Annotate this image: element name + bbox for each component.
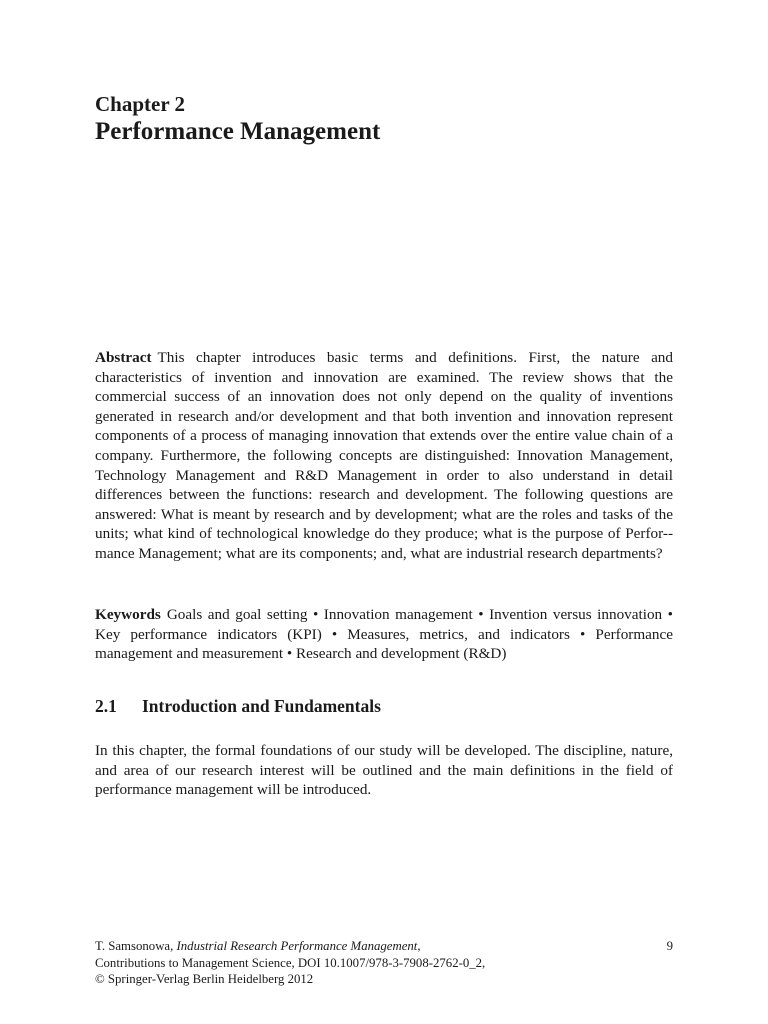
page-footer [95, 938, 673, 988]
footer-series-line: Contributions to Management Science, DOI 10.1007/978-3-7908-2762-0_2, [95, 955, 486, 970]
section-heading [95, 695, 381, 717]
abstract-paragraph [95, 348, 673, 564]
page-number: 9 [666, 939, 673, 953]
footer-author: T. Samsonowa, [95, 939, 174, 953]
footer-copyright-line: © Springer-Verlag Berlin Heidelberg 2012 [95, 972, 314, 986]
abstract-text: This chapter introduces basic terms and definitions. First, the nature and characteristics of invention and innovation are examined. The review shows that the commercial success of an innovation does not only depend on the quality of inventions generated in research and/or development and that both invention and innovation represent components of a process of managing innovation that extends over the entire value chain of a company. Furthermore, the following concepts are distinguished: Innovation Management, Technology Management and R&D Management in order to also understand in detail differences between the functions: research and development. The following questions are answered: What is meant by research and by development; what are the roles and tasks of the units; what kind of technological knowledge do they produce; what is the purpose of Perfor-mance Management; what are its components; and, what are industrial research departments? [95, 349, 673, 562]
keywords-paragraph [95, 605, 673, 664]
section-title: Introduction and Fundamentals [142, 696, 381, 716]
keywords-text: Goals and goal setting • Innovation management • Invention versus innovation • Key performance indicators (KPI) • Measures, metrics, and indicators • Performance management and measurement • Research and development (R&D) [95, 606, 673, 663]
section-paragraph: In this chapter, the formal foundations of our study will be developed. The discipline, nature, and area of our research interest will be outlined and the main definitions in the field of performance management will be introduced. [95, 742, 673, 799]
book-page [95, 0, 673, 1024]
footer-book-title: Industrial Research Performance Management [176, 939, 418, 953]
chapter-title: Performance Management [95, 118, 381, 145]
keywords-lead: Keywords [95, 606, 161, 623]
chapter-label: Chapter 2 [95, 92, 186, 116]
abstract-lead: Abstract [95, 349, 152, 366]
footer-citation-line [95, 938, 673, 955]
footer-book-title-suffix: , [417, 939, 421, 953]
section-number: 2.1 [95, 696, 117, 716]
